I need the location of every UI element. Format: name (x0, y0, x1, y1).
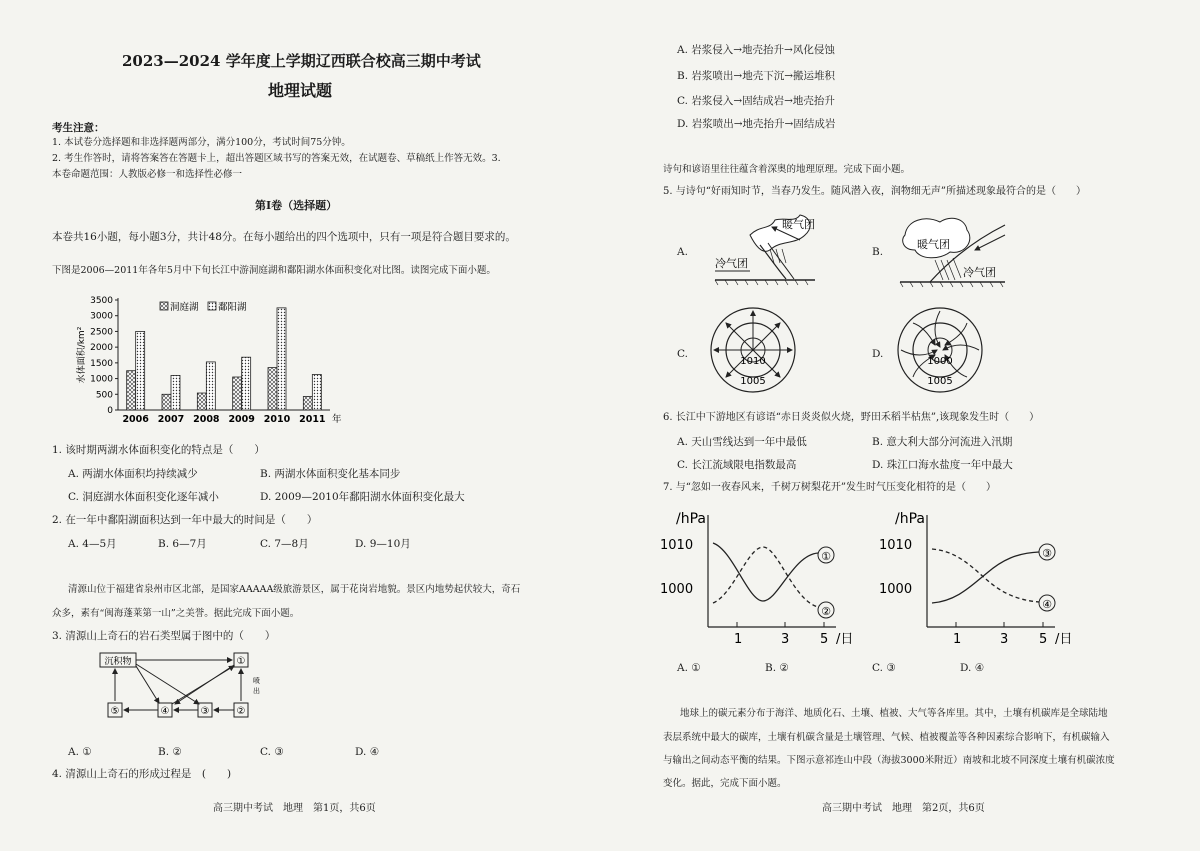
passage-4d: 变化。据此，完成下面小题。 (663, 778, 787, 789)
question-7: 7. 与“忽如一夜春风来，千树万树梨花开”发生时气压变化相符的是（ ） (663, 482, 996, 493)
graph-right-y1010: 1010 (879, 538, 913, 553)
chart-y-tick-label: 1000 (90, 374, 113, 385)
chart-y-tick-label: 2000 (90, 343, 113, 354)
right-page (600, 0, 1200, 851)
question-5: 5. 与诗句“好雨知时节，当春乃发生。随风潜入夜，润物细无声”所描述现象最符合的是（ ） (663, 186, 1086, 197)
chart-bar-洞庭湖-2006 (127, 371, 136, 410)
q6-option-a: A. 天山雪线达到一年中最低 (677, 436, 807, 448)
q2-option-d: D. 9—10月 (355, 538, 411, 550)
rock-node-2: ② (236, 706, 246, 717)
rock-node-5: ⑤ (110, 706, 120, 717)
q2-option-b: B. 6—7月 (158, 538, 207, 550)
chart-legend-label: 鄱阳湖 (218, 302, 247, 313)
q4-option-a: A. 岩浆侵入→地壳抬升→风化侵蚀 (677, 44, 835, 56)
chart-bar-鄱阳湖-2009 (242, 357, 251, 410)
graph-left-y1010: 1010 (660, 538, 694, 553)
passage-4b: 表层系统中最大的碳库，土壤有机碳含量是土壤管理、气候、植被覆盖等各种因素综合影响下，有机碳输入 (663, 732, 1110, 743)
warm-air-label-a: 暖气团 (782, 218, 815, 231)
notice-1: 1. 本试卷分选择题和非选择题两部分，满分100分，考试时间75分钟。 (52, 137, 351, 148)
graph-left-x1: 1 (734, 632, 743, 645)
rock-cycle-diagram (95, 648, 265, 723)
question-4: 4. 清源山上奇石的形成过程是 ( ) (52, 768, 232, 780)
curve-3-label: ③ (1042, 547, 1052, 560)
isobar-1005-d: 1005 (927, 376, 953, 387)
graph-right-unit: /hPa (895, 511, 925, 527)
rock-sediment-label: 沉积物 (104, 657, 132, 667)
pressure-graph-right (877, 505, 1087, 645)
graph-right-x3: 3 (1000, 632, 1009, 645)
chart-bar-洞庭湖-2010 (268, 368, 277, 410)
exam-title: 2023—2024 学年度上学期辽西联合校高三期中考试 (122, 52, 481, 70)
chart-bar-洞庭湖-2007 (162, 394, 171, 410)
cold-air-label-b: 冷气团 (963, 266, 996, 279)
graph-left-unit: /hPa (676, 511, 706, 527)
front-diagram-a (710, 205, 820, 290)
exam-subtitle: 地理试题 (268, 81, 333, 100)
q7-option-c: C. ③ (872, 662, 896, 674)
q6-option-b: B. 意大利大部分河流进入汛期 (872, 436, 1013, 448)
chart-bar-洞庭湖-2011 (303, 396, 312, 410)
graph-left-x3: 3 (781, 632, 790, 645)
chart-legend-label: 洞庭湖 (170, 302, 199, 313)
pressure-diagram-c (708, 305, 798, 395)
passage-2b: 众多，素有“闽海蓬莱第一山”之美誉。据此完成下面小题。 (52, 608, 300, 619)
chart-bar-鄱阳湖-2007 (171, 375, 180, 410)
chart-x-tick-label: 2010 (263, 414, 291, 425)
warm-air-label-b: 暖气团 (917, 238, 950, 251)
graph-right-y1000: 1000 (879, 582, 913, 597)
chart-y-tick-label: 3500 (90, 296, 113, 306)
lake-area-chart (70, 290, 350, 430)
chart-bar-鄱阳湖-2008 (206, 362, 215, 410)
chart-x-tick-label: 2008 (193, 414, 220, 425)
q3-option-d: D. ④ (355, 746, 380, 758)
rock-node-3: ③ (200, 706, 210, 717)
passage-4c: 与输出之间动态平衡的结果。下图示意祁连山中段（海拔3000米附近）南坡和北坡不同深度土壤有机碳浓度 (663, 755, 1115, 766)
q4-option-d: D. 岩浆喷出→地壳抬升→固结成岩 (677, 118, 836, 130)
chart-x-tick-label: 2007 (157, 414, 185, 425)
q4-option-c: C. 岩浆侵入→固结成岩→地壳抬升 (677, 95, 835, 107)
chart-y-tick-label: 1500 (90, 358, 113, 369)
chart-bar-鄱阳湖-2011 (312, 374, 321, 410)
chart-y-tick-label: 0 (107, 406, 113, 416)
graph-left-xunit: /日 (836, 632, 854, 645)
chart-y-tick-label: 2500 (90, 327, 113, 338)
q7-option-b: B. ② (765, 662, 789, 674)
chart-x-tick-label: 2009 (228, 414, 255, 425)
q7-option-d: D. ④ (960, 662, 985, 674)
notice-2: 2. 考生作答时，请将答案答在答题卡上，超出答题区域书写的答案无效，在试题卷、草稿纸上作答无效。3. (52, 153, 501, 164)
q7-option-a: A. ① (677, 662, 701, 674)
q5-option-d: D. (872, 348, 884, 360)
question-1: 1. 该时期两湖水体面积变化的特点是（ ） (52, 444, 265, 456)
chart-y-tick-label: 500 (95, 390, 113, 401)
graph-right-x1: 1 (953, 632, 962, 645)
q3-option-b: B. ② (158, 746, 182, 758)
curve-4-label: ④ (1042, 598, 1052, 611)
question-3: 3. 清源山上奇石的岩石类型属于图中的（ ） (52, 630, 276, 642)
page-footer-2: 高三期中考试 地理 第2页，共6页 (822, 803, 985, 814)
passage-1: 下图是2006—2011年各年5月中下旬长江中游洞庭湖和鄱阳湖水体面积变化对比图。读图完成下面小题。 (52, 265, 496, 276)
q1-option-a: A. 两湖水体面积均持续减少 (68, 468, 198, 480)
q4-option-b: B. 岩浆喷出→地壳下沉→搬运堆积 (677, 70, 835, 82)
page-footer-1: 高三期中考试 地理 第1页，共6页 (213, 803, 376, 814)
passage-4a: 地球上的碳元素分布于海洋、地质化石、土壤、植被、大气等各库里。其中，土壤有机碳库是全球陆地 (680, 708, 1108, 719)
isobar-1005-c: 1005 (740, 376, 766, 387)
notice-heading: 考生注意： (52, 122, 105, 134)
curve-1-label: ① (821, 550, 831, 563)
q5-option-b: B. (872, 246, 884, 258)
chart-x-tick-label: 2006 (122, 414, 149, 425)
q2-option-c: C. 7—8月 (260, 538, 309, 550)
section-intro: 本卷共16小题，每小题3分，共计48分。在每小题给出的四个选项中，只有一项是符合题目要求的。 (52, 231, 516, 243)
graph-right-x5: 5 (1039, 632, 1048, 645)
passage-3: 诗句和谚语里往往蕴含着深奥的地理原理。完成下面小题。 (663, 164, 911, 175)
q5-option-c: C. (677, 348, 688, 360)
chart-bar-鄱阳湖-2006 (136, 331, 145, 410)
curve-2-label: ② (821, 605, 831, 618)
q1-option-d: D. 2009—2010年鄱阳湖水体面积变化最大 (260, 491, 465, 503)
rock-node-4: ④ (160, 706, 170, 717)
isobar-1010-c: 1010 (740, 356, 766, 367)
rock-node-1: ① (236, 656, 246, 667)
notice-3: 本卷命题范围：人教版必修一和选择性必修一 (52, 169, 243, 180)
pressure-diagram-d (895, 305, 985, 395)
q6-option-d: D. 珠江口海水盐度一年中最大 (872, 459, 1013, 471)
q1-option-b: B. 两湖水体面积变化基本同步 (260, 468, 401, 480)
chart-bar-鄱阳湖-2010 (277, 308, 286, 410)
passage-2a: 清源山位于福建省泉州市区北部，是国家AAAAA级旅游景区，属于花岗岩地貌。景区内地势起伏较大，奇石 (68, 584, 521, 595)
cold-air-label-a: 冷气团 (715, 257, 748, 270)
question-6: 6. 长江中下游地区有谚语“赤日炎炎似火烧，野田禾稻半枯焦”,该现象发生时（ ） (663, 412, 1040, 423)
chart-legend-swatch (160, 302, 168, 310)
graph-left-y1000: 1000 (660, 582, 694, 597)
chart-x-label: 年 (332, 414, 342, 425)
q3-option-c: C. ③ (260, 746, 284, 758)
chart-x-tick-label: 2011 (299, 414, 326, 425)
q3-option-a: A. ① (68, 746, 92, 758)
isobar-1000-d: 1000 (927, 356, 953, 367)
chart-y-label: 水体面积/km² (77, 326, 87, 384)
chart-bar-洞庭湖-2008 (197, 393, 206, 410)
chart-y-tick-label: 3000 (90, 311, 113, 322)
pressure-graph-left (658, 505, 868, 645)
graph-left-x5: 5 (820, 632, 829, 645)
q2-option-a: A. 4—5月 (68, 538, 117, 550)
q5-option-a: A. (677, 246, 688, 258)
chart-legend-swatch (208, 302, 216, 310)
rock-erupt-label: 喷出 (253, 677, 260, 695)
question-2: 2. 在一年中鄱阳湖面积达到一年中最大的时间是（ ） (52, 514, 318, 526)
q1-option-c: C. 洞庭湖水体面积变化逐年减小 (68, 491, 219, 503)
chart-bar-洞庭湖-2009 (233, 377, 242, 410)
section-title: 第Ⅰ卷（选择题） (255, 199, 338, 212)
front-diagram-b (895, 210, 1010, 290)
graph-right-xunit: /日 (1055, 632, 1073, 645)
q6-option-c: C. 长江流域限电指数最高 (677, 459, 797, 471)
